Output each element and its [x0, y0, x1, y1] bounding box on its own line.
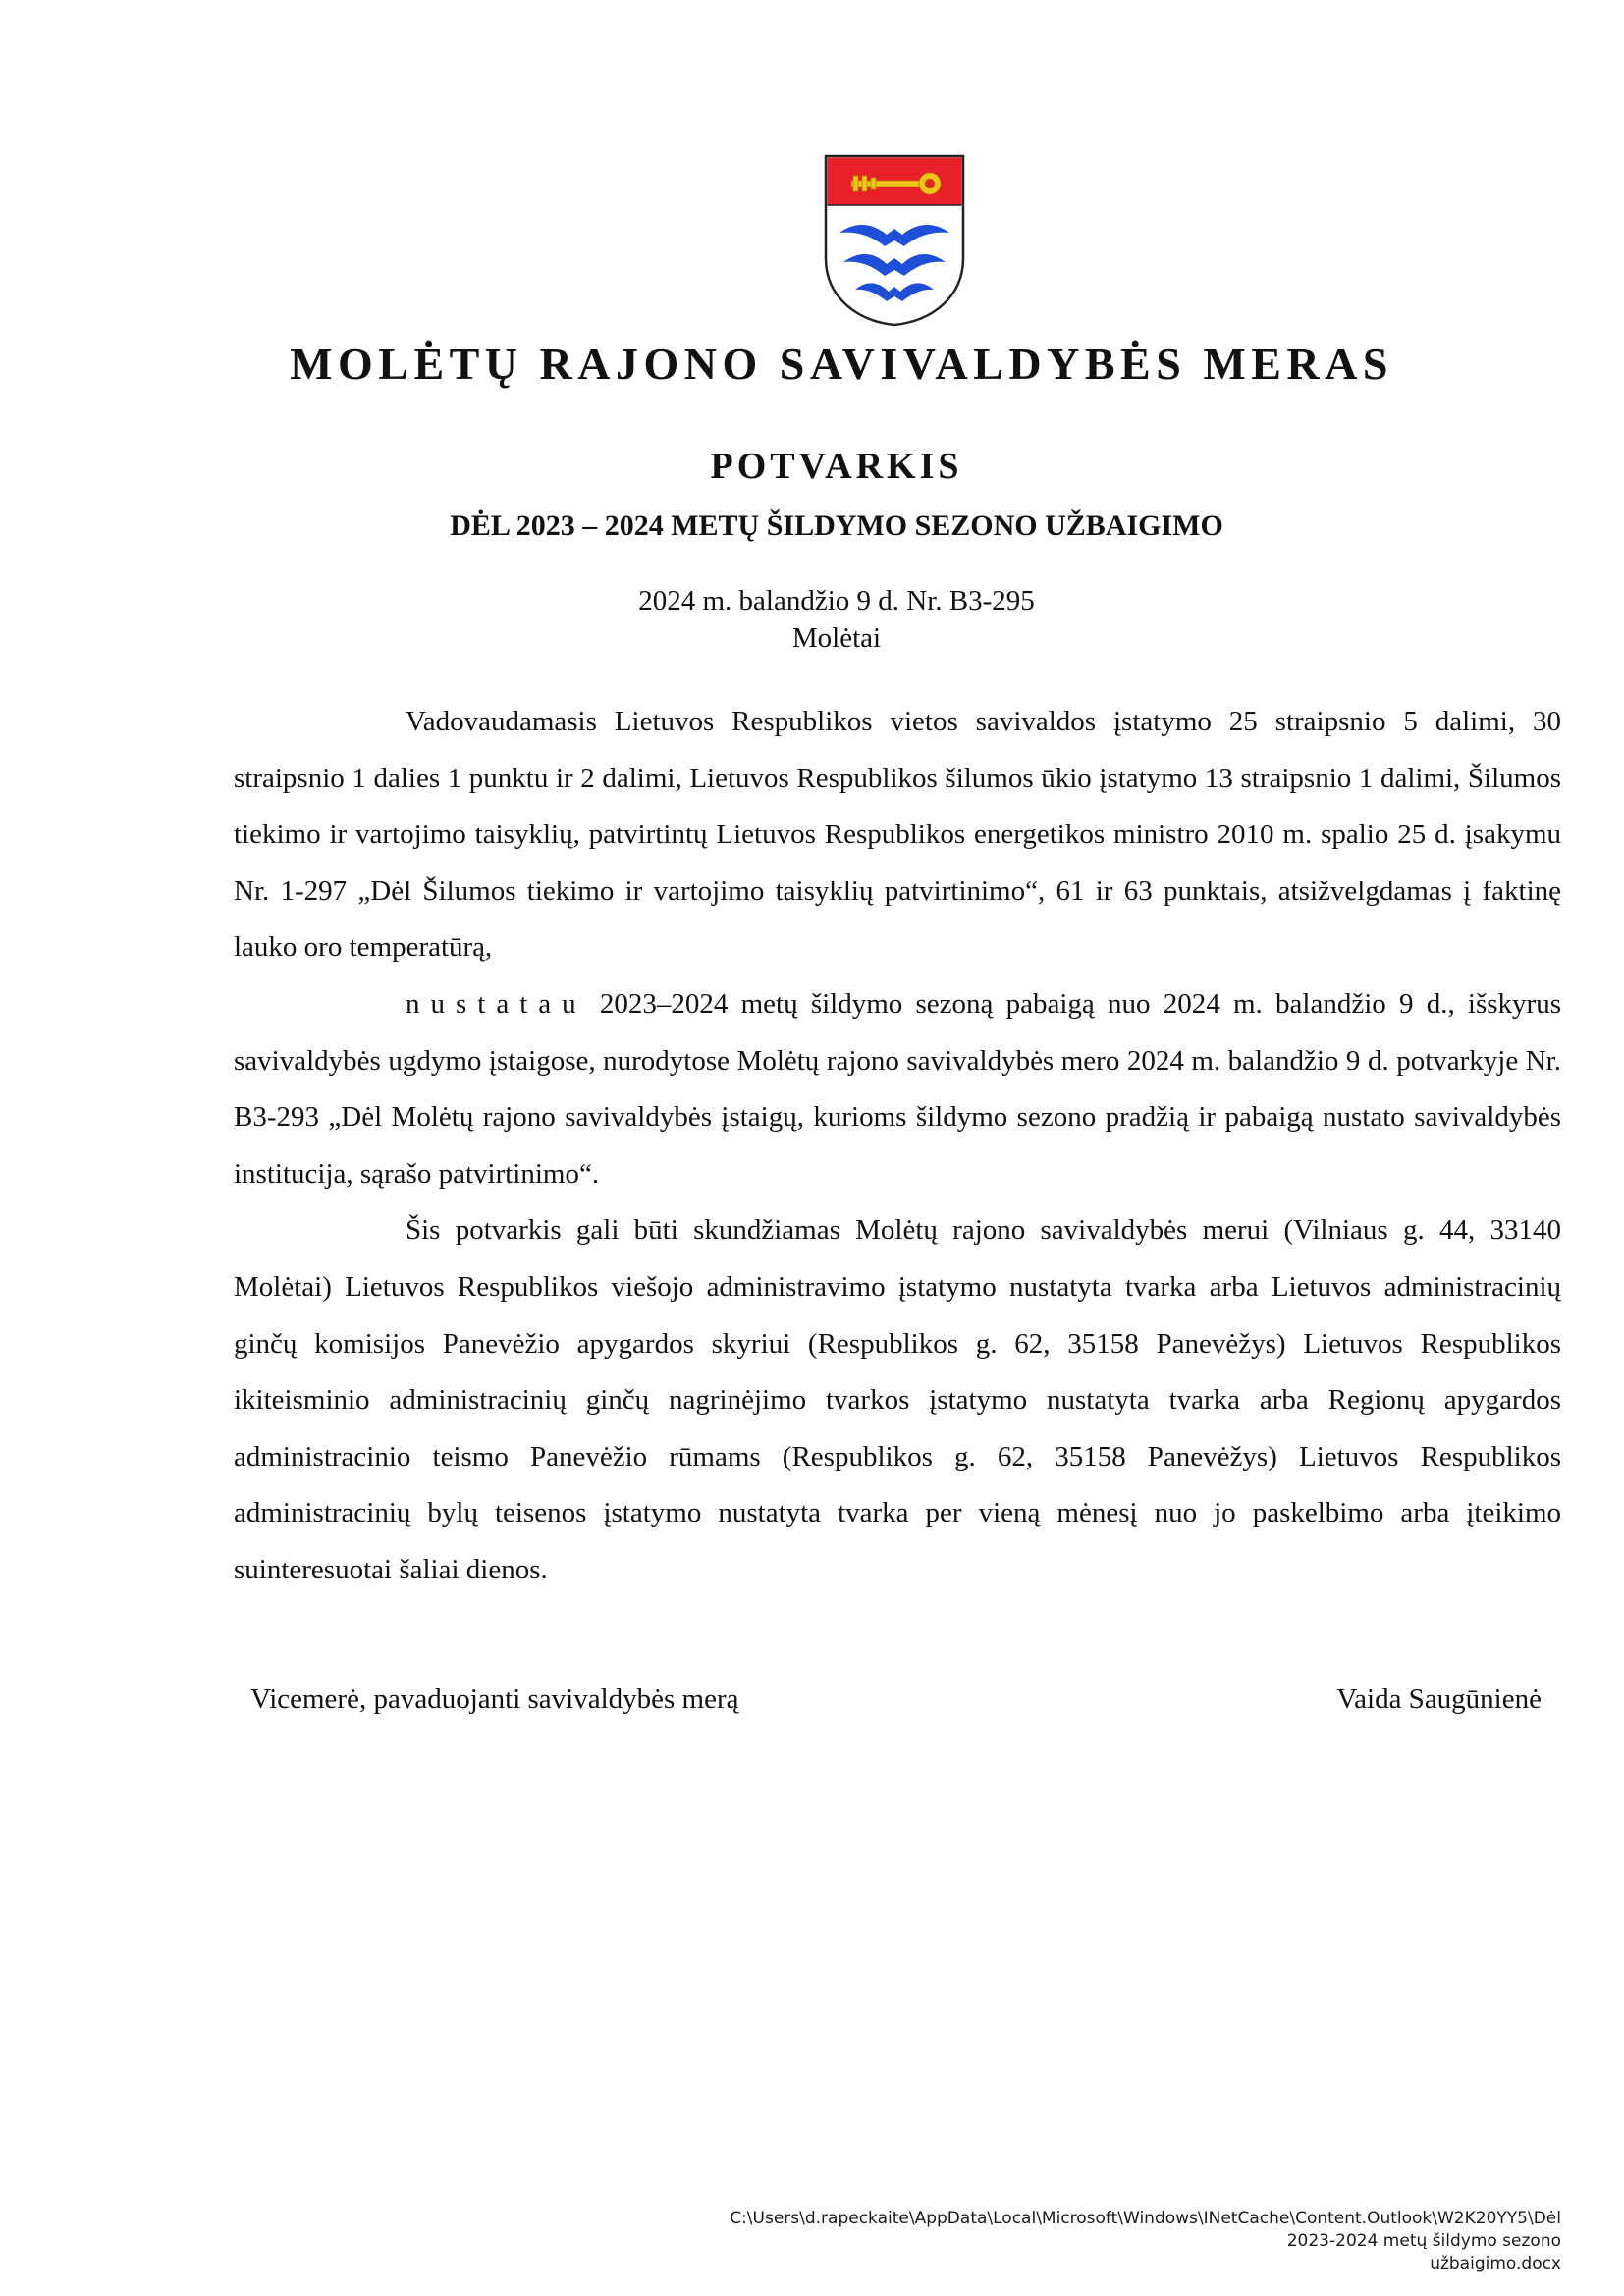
- body-paragraph-decision: [234, 977, 1561, 1202]
- body-paragraph-appeal: Šis potvarkis gali būti skundžiamas Molėtų rajono savivaldybės merui (Vilniaus g. 44, 33140 Molėtai) Lietuvos Respublikos viešojo administravimo įstatymo nustatyta tvarka arba Lietuvos administracinių ginčų komisijos Panevėžio apygardos skyriui (Respublikos g. 62, 35158 Panevėžys) Lietuvos Respublikos ikiteisminio administracinių ginčų nagrinėjimo tvarkos įstatymo nustatyta tvarka arba Regionų apygardos administracinio teismo Panevėžio rūmams (Respublikos g. 62, 35158 Panevėžys) Lietuvos Respublikos administracinių bylų teisenos įstatymo nustatyta tvarka per vieną mėnesį nuo jo paskelbimo arba įteikimo suinteresuotai šaliai dienos.: [234, 1214, 1561, 1585]
- signatory-position: Vicemerė, pavaduojanti savivaldybės merą: [250, 1683, 739, 1715]
- footer-file-path-line: C:\Users\d.rapeckaite\AppData\Local\Microsoft\Windows\INetCache\Content.Outlook\W2K20YY5\Dėl 2023-2024 metų šildymo sezono: [730, 2209, 1561, 2251]
- decision-verb: nustatau: [406, 988, 587, 1020]
- body-paragraph-legal-basis: Vadovaudamasis Lietuvos Respublikos vietos savivaldos įstatymo 25 straipsnio 5 dalimi, 30 straipsnio 1 dalies 1 punktu ir 2 dalimi, Lietuvos Respublikos šilumos ūkio įstatymo 13 straipsnio 1 dalimi, Šilumos tiekimo ir vartojimo taisyklių, patvirtintų Lietuvos Respublikos energetikos ministro 2010 m. spalio 25 d. įsakymu Nr. 1-297 „Dėl Šilumos tiekimo ir vartojimo taisyklių patvirtinimo“, 61 ir 63 punktais, atsižvelgdamas į faktinę lauko oro temperatūrą,: [234, 706, 1561, 964]
- decision-text: 2023–2024 metų šildymo sezoną pabaigą nuo 2024 m. balandžio 9 d., išskyrus savivaldybės ugdymo įstaigose, nurodytose Molėtų rajono savivaldybės mero 2024 m. balandžio 9 d. potvarkyje Nr. B3-293 „Dėl Molėtų rajono savivaldybės įstaigų, kurioms šildymo sezono pradžią ir pabaigą nustato savivaldybės institucija, sąrašo patvirtinimo“.: [234, 988, 1561, 1190]
- coat-of-arms-emblem: [822, 152, 967, 327]
- place-of-issue: Molėtai: [791, 622, 882, 654]
- footer-file-path-line: užbaigimo.docx: [1430, 2254, 1561, 2273]
- document-body: [234, 694, 1561, 1599]
- document-type: POTVARKIS: [710, 446, 963, 487]
- signatory-name: Vaida Saugūnienė: [1336, 1683, 1542, 1715]
- date-and-number: 2024 m. balandžio 9 d. Nr. B3-295: [638, 585, 1035, 616]
- document-subject: DĖL 2023 – 2024 METŲ ŠILDYMO SEZONO UŽBAIGIMO: [450, 509, 1223, 542]
- footer-file-path: [677, 2208, 1561, 2275]
- issuer-title: MOLĖTŲ RAJONO SAVIVALDYBĖS MERAS: [290, 339, 1393, 389]
